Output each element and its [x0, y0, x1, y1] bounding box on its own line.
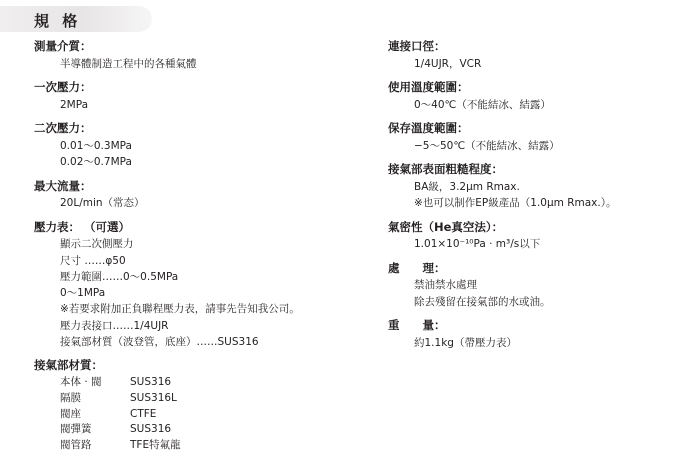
spec-value: 1.01×10⁻¹⁰Pa · m³/s以下	[414, 238, 541, 251]
spec-note: ※也可以制作EP級產品（1.0μm Rmax.）。	[414, 197, 617, 210]
spec-block	[34, 38, 384, 72]
spec-label: 最大流量：	[34, 178, 92, 193]
spec-value: 除去殘留在接氣部的水或油。	[414, 295, 551, 308]
spec-label: 氣密性（He真空法）：	[388, 219, 504, 234]
material-row	[34, 391, 384, 407]
spec-block	[34, 120, 384, 170]
spec-label: 二次壓力：	[34, 121, 92, 136]
spec-block	[388, 120, 688, 154]
spec-block	[388, 161, 688, 211]
spec-value: −5〜50℃（不能結冰、結露）	[414, 139, 560, 152]
spec-block	[388, 38, 688, 72]
spec-label: 保存溫度範圍：	[388, 121, 469, 136]
material-value: SUS316	[130, 376, 172, 389]
materials-label: 接氣部材質：	[34, 358, 103, 373]
spec-value: 0〜1MPa	[60, 287, 106, 300]
spec-block	[388, 317, 688, 351]
spec-value: 2MPa	[60, 98, 89, 111]
material-row	[34, 375, 384, 391]
spec-block	[388, 79, 688, 113]
spec-label: 處 理：	[388, 260, 446, 275]
material-row	[34, 438, 384, 454]
page-header	[0, 6, 168, 32]
spec-label: 壓力表： （可選）	[34, 219, 131, 234]
material-value: TFE特氟龍	[130, 439, 181, 452]
spec-value: 0.01〜0.3MPa	[60, 139, 132, 152]
spec-value: BA級，3.2μm Rmax.	[414, 181, 520, 194]
spec-value: 0〜40℃（不能結冰、結露）	[414, 98, 551, 111]
material-value: CTFE	[130, 407, 157, 420]
material-row	[34, 422, 384, 438]
spec-value: 約1.1kg（帶壓力表）	[414, 336, 517, 349]
spec-note: ※若要求附加正負聯程壓力表，請事先告知我公司。	[60, 303, 300, 316]
spec-label: 一次壓力：	[34, 80, 92, 95]
spec-label: 連接口徑：	[388, 39, 446, 53]
spec-block	[388, 219, 688, 253]
material-name: 隔膜	[60, 391, 81, 404]
left-column	[34, 38, 384, 461]
material-name: 閥彈簧	[60, 423, 92, 436]
material-value: SUS316	[130, 423, 172, 436]
spec-label: 測量介質：	[34, 39, 92, 53]
spec-value: 壓力表接口……1/4UJR	[60, 319, 169, 332]
material-value: SUS316L	[130, 391, 177, 404]
spec-value: 半導體制造工程中的各種氣體	[60, 57, 197, 70]
spec-block	[34, 219, 384, 351]
spec-value: 壓力範圍……0〜0.5MPa	[60, 270, 179, 283]
right-column	[388, 38, 688, 358]
spec-label: 接氣部表面粗糙程度：	[388, 162, 503, 177]
spec-value: 接氣部材質（波登管，底座）……SUS316	[60, 335, 259, 348]
spec-block	[34, 79, 384, 113]
material-name: 閥管路	[60, 439, 92, 452]
spec-value: 0.02〜0.7MPa	[60, 156, 132, 169]
material-name: 閥座	[60, 407, 81, 420]
material-row	[34, 407, 384, 423]
page-title: 規 格	[34, 12, 82, 30]
material-name: 本体 · 閥	[60, 376, 102, 389]
spec-label: 使用溫度範圍：	[388, 80, 469, 95]
spec-value: 尺寸 ……φ50	[60, 254, 126, 267]
spec-label: 重 量：	[388, 318, 446, 332]
spec-value: 顯示二次側壓力	[60, 238, 134, 251]
materials-block	[34, 357, 384, 454]
spec-value: 20L/min（常态）	[60, 197, 145, 210]
spec-value: 禁油禁水處理	[414, 279, 477, 292]
spec-block	[34, 178, 384, 212]
spec-block	[388, 260, 688, 310]
spec-value: 1/4UJR，VCR	[414, 57, 482, 70]
